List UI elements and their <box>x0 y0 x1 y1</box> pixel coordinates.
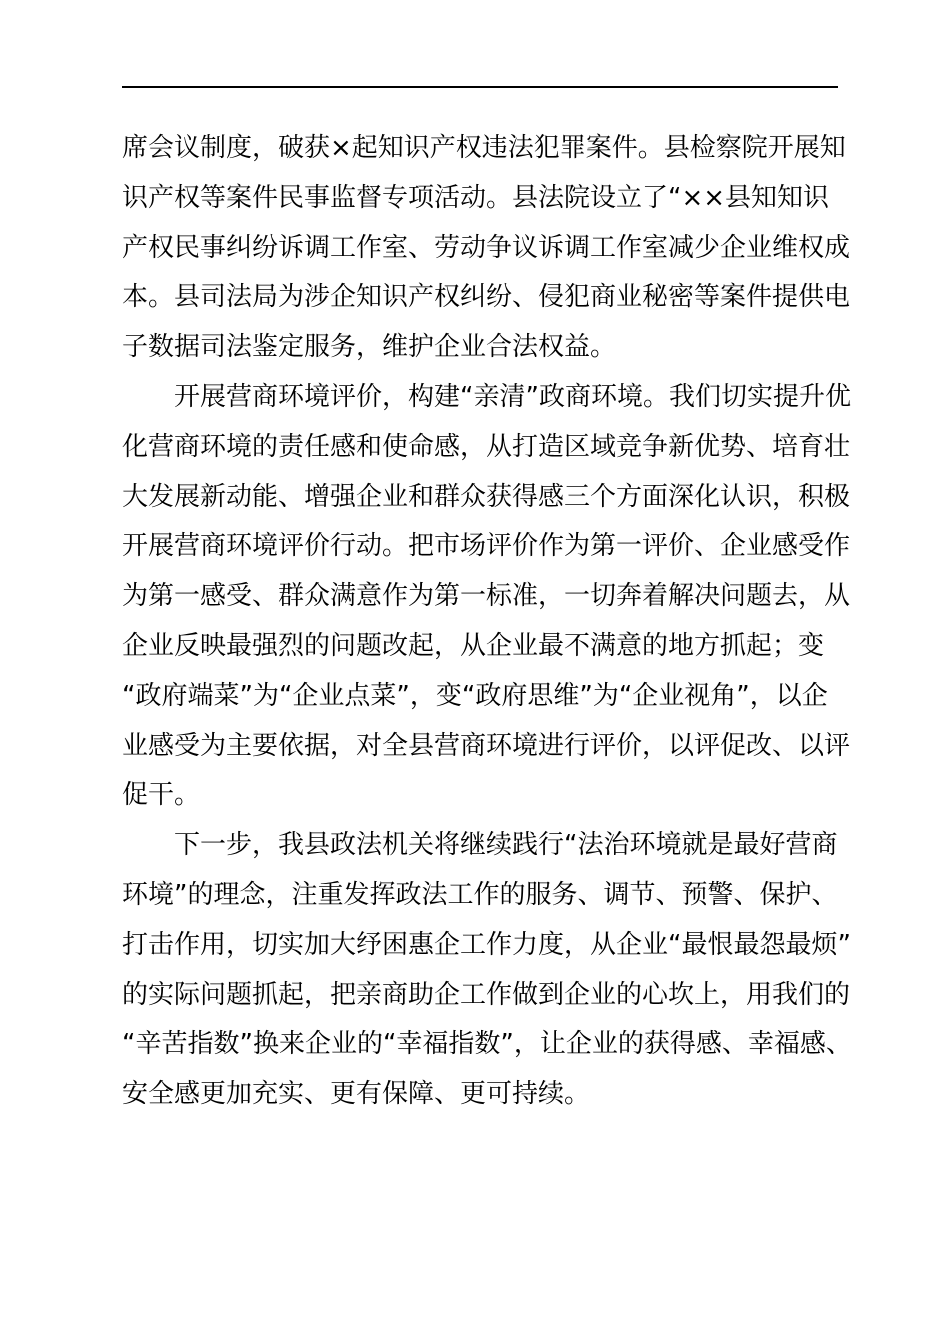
text-line: 识产权等案件民事监督专项活动。县法院设立了“××县知知识 <box>122 182 830 213</box>
text-line: 打击作用，切实加大纾困惠企工作力度，从企业“最恨最怨最烦” <box>122 929 851 960</box>
text-line: 子数据司法鉴定服务，维护企业合法权益。 <box>122 332 617 363</box>
text-line: “辛苦指数”换来企业的“幸福指数”，让企业的获得感、幸福感、 <box>122 1029 852 1060</box>
text-line: 开展营商环境评价，构建“亲清”政商环境。我们切实提升优 <box>174 381 851 412</box>
text-line: 化营商环境的责任感和使命感，从打造区域竞争新优势、培育壮 <box>122 431 851 462</box>
text-line: 大发展新动能、增强企业和群众获得感三个方面深化认识，积极 <box>122 481 851 512</box>
text-line: 本。县司法局为涉企知识产权纠纷、侵犯商业秘密等案件提供电 <box>122 282 851 313</box>
text-line: 企业反映最强烈的问题改起，从企业最不满意的地方抓起；变 <box>122 630 825 661</box>
text-line: 促干。 <box>122 780 201 811</box>
paragraph-1 <box>122 124 851 373</box>
text-line: 为第一感受、群众满意作为第一标准，一切奔着解决问题去，从 <box>122 581 851 612</box>
text-line: 环境”的理念，注重发挥政法工作的服务、调节、预警、保护、 <box>122 879 838 910</box>
header-rule <box>122 86 838 88</box>
paragraph-3 <box>122 821 852 1120</box>
text-line: 业感受为主要依据，对全县营商环境进行评价，以评促改、以评 <box>122 730 851 761</box>
paragraph-2 <box>122 373 851 821</box>
text-line: 下一步，我县政法机关将继续践行“法治环境就是最好营商 <box>174 830 838 861</box>
document-body <box>122 124 852 1120</box>
text-line: 开展营商环境评价行动。把市场评价作为第一评价、企业感受作 <box>122 531 851 562</box>
text-line: “政府端菜”为“企业点菜”，变“政府思维”为“企业视角”，以企 <box>122 680 828 711</box>
text-line: 席会议制度，破获×起知识产权违法犯罪案件。县检察院开展知 <box>122 133 846 163</box>
text-line: 的实际问题抓起，把亲商助企工作做到企业的心坎上，用我们的 <box>122 979 851 1010</box>
text-line: 产权民事纠纷诉调工作室、劳动争议诉调工作室减少企业维权成 <box>122 232 851 263</box>
text-line: 安全感更加充实、更有保障、更可持续。 <box>122 1079 591 1110</box>
